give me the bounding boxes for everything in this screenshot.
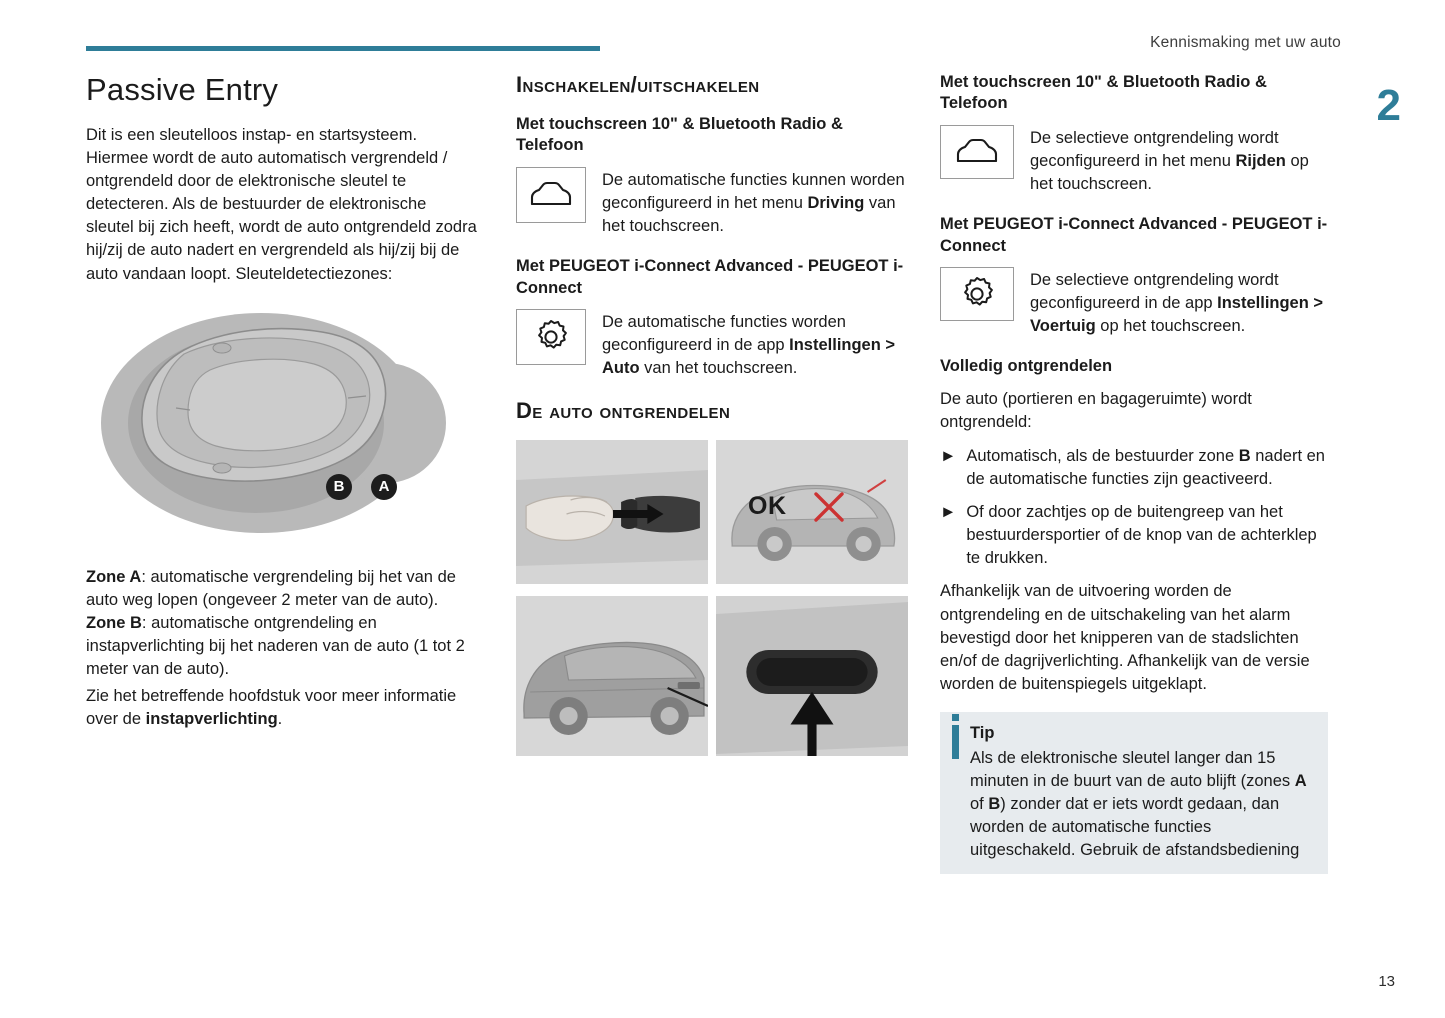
running-head: Kennismaking met uw auto xyxy=(1150,34,1341,51)
info-icon xyxy=(952,725,959,759)
zone-b-text: : automatische ontgrendeling en instapverlichting bij het naderen van de auto (1 tot 2 meter van de auto). xyxy=(86,613,465,679)
zone-label-b: B xyxy=(326,474,352,500)
door-handle-unlock-figure xyxy=(516,440,908,584)
bullet-text xyxy=(966,445,1328,491)
bullet-text-b: nadert en de automatische functies zijn geactiveerd. xyxy=(966,446,1325,489)
bullet-zone-b: B xyxy=(1238,446,1251,465)
closing-paragraph: Afhankelijk van de uitvoering worden de ontgrendeling en de uitschakeling van het alarm bevestigd door het knipperen van de stadslichten en/of de dagrijverlichting. Afhankelijk van de versie worden de buitenspiegels uitgeklapt. xyxy=(940,582,1310,693)
tailgate-button-figure xyxy=(516,596,908,756)
zone-a-label: Zone A xyxy=(86,567,142,586)
subheading-touchscreen-10: Met touchscreen 10" & Bluetooth Radio & Telefoon xyxy=(516,115,843,155)
tip-text-b: ) zonder dat er iets wordt gedaan, dan worden de automatische functies uitgeschakeld. Gebruik de afstandsbediening xyxy=(970,795,1300,860)
welcome-lighting-end: . xyxy=(277,710,283,729)
bullet-text-a: Automatisch, als de bestuurder zone xyxy=(966,446,1239,465)
selective-unlock-i-connect-text xyxy=(1030,267,1328,338)
list-item xyxy=(940,445,1328,491)
tip-box xyxy=(940,712,1328,875)
zones-description xyxy=(86,566,478,681)
zone-label-a: A xyxy=(371,474,397,500)
subheading-full-unlock: Volledig ontgrendelen xyxy=(940,357,1113,376)
selective-unlock-ic-text-a: De selectieve ontgrendeling wordt geconfigureerd in de app xyxy=(1030,271,1279,313)
touchscreen-config-text xyxy=(602,167,908,238)
header-rule xyxy=(86,46,600,51)
info-row-selective-unlock-touchscreen xyxy=(940,125,1328,196)
i-connect-config-text xyxy=(602,309,908,380)
section-title-switch-on-off: Inschakelen/uitschakelen xyxy=(516,72,760,97)
tip-zone-a: A xyxy=(1294,772,1307,791)
selective-unlock-touchscreen-text xyxy=(1030,125,1328,196)
list-item xyxy=(940,501,1328,570)
info-row-selective-unlock-i-connect xyxy=(940,267,1328,338)
i-connect-config-text-b: van het touchscreen. xyxy=(639,359,798,378)
selective-unlock-ic-menu: Instellingen > Voertuig xyxy=(1030,294,1324,336)
subheading-i-connect: Met PEUGEOT i-Connect Advanced - PEUGEOT i-Connect xyxy=(516,257,904,297)
page-number: 13 xyxy=(1378,973,1395,990)
selective-unlock-text-b: op het touchscreen. xyxy=(1030,151,1309,194)
bullet-text: Of door zachtjes op de buitengreep van het bestuurdersportier of de knop van de achterklep te drukken. xyxy=(966,503,1317,568)
welcome-lighting-text: Zie het betreffende hoofdstuk voor meer informatie over de xyxy=(86,687,457,729)
info-row-touchscreen xyxy=(516,167,908,238)
welcome-lighting-note xyxy=(86,685,478,731)
tip-text-mid: of xyxy=(970,795,989,814)
info-row-i-connect xyxy=(516,309,908,380)
rear-car-photo xyxy=(516,596,708,756)
car-front-icon xyxy=(516,167,586,223)
column-right xyxy=(940,72,1328,874)
touchscreen-config-text-b: van het touchscreen. xyxy=(602,193,896,236)
gear-icon xyxy=(940,267,1014,321)
selective-unlock-text-a: De selectieve ontgrendeling wordt geconfigureerd in het menu xyxy=(1030,128,1279,170)
ok-label: OK xyxy=(748,492,787,521)
full-unlock-intro: De auto (portieren en bagageruimte) wordt ontgrendeld: xyxy=(940,389,1252,431)
tip-zone-b: B xyxy=(988,795,1001,814)
chapter-number: 2 xyxy=(1376,81,1401,130)
i-connect-config-text-a: De automatische functies worden geconfigureerd in de app xyxy=(602,313,846,355)
zone-b-label: Zone B xyxy=(86,613,142,632)
zone-a-text: : automatische vergrendeling bij het van de auto weg lopen (ongeveer 2 meter van de auto). xyxy=(86,567,456,609)
page-title: Passive Entry xyxy=(86,72,279,107)
welcome-lighting-bold: instapverlichting xyxy=(145,710,278,729)
subheading-touchscreen-10-right: Met touchscreen 10" & Bluetooth Radio & Telefoon xyxy=(940,73,1267,113)
car-ok-cross-photo xyxy=(716,440,908,584)
column-left xyxy=(86,72,478,742)
selective-unlock-ic-text-b: op het touchscreen. xyxy=(1095,317,1246,336)
bullet-arrow-icon: ► xyxy=(940,503,957,522)
page-header xyxy=(0,0,1445,60)
tailgate-button-closeup xyxy=(716,596,908,756)
intro-paragraph: Dit is een sleutelloos instap- en startsysteem. Hiermee wordt de auto automatisch vergrendeld / ontgrendeld door de elektronische sleutel te detecteren. Als de bestuurder de elektronische sleutel bij zich heeft, wordt de auto ontgrendeld zodra hij/zij de auto nadert en vergrendeld als hij/zij bij de auto vandaan loopt. Sleuteldetectiezones: xyxy=(86,126,477,283)
tip-text xyxy=(970,747,1314,862)
car-detection-zones-diagram xyxy=(86,298,478,548)
red-cross-icon xyxy=(812,490,846,524)
column-middle xyxy=(516,72,908,756)
tip-title: Tip xyxy=(970,723,995,742)
bullet-arrow-icon: ► xyxy=(940,446,957,465)
subheading-i-connect-right: Met PEUGEOT i-Connect Advanced - PEUGEOT i-Connect xyxy=(940,215,1328,255)
car-front-icon xyxy=(940,125,1014,179)
i-connect-config-menu: Instellingen > Auto xyxy=(602,336,896,378)
selective-unlock-menu: Rijden xyxy=(1235,151,1286,170)
tip-text-a: Als de elektronische sleutel langer dan 15 minuten in de buurt van de auto blijft (zones xyxy=(970,748,1295,791)
touchscreen-config-menu: Driving xyxy=(807,193,865,212)
door-handle-hand-photo xyxy=(516,440,708,584)
section-title-unlock-car: De auto ontgrendelen xyxy=(516,398,731,424)
gear-icon xyxy=(516,309,586,365)
touchscreen-config-text-a: De automatische functies kunnen worden geconfigureerd in het menu xyxy=(602,170,905,212)
